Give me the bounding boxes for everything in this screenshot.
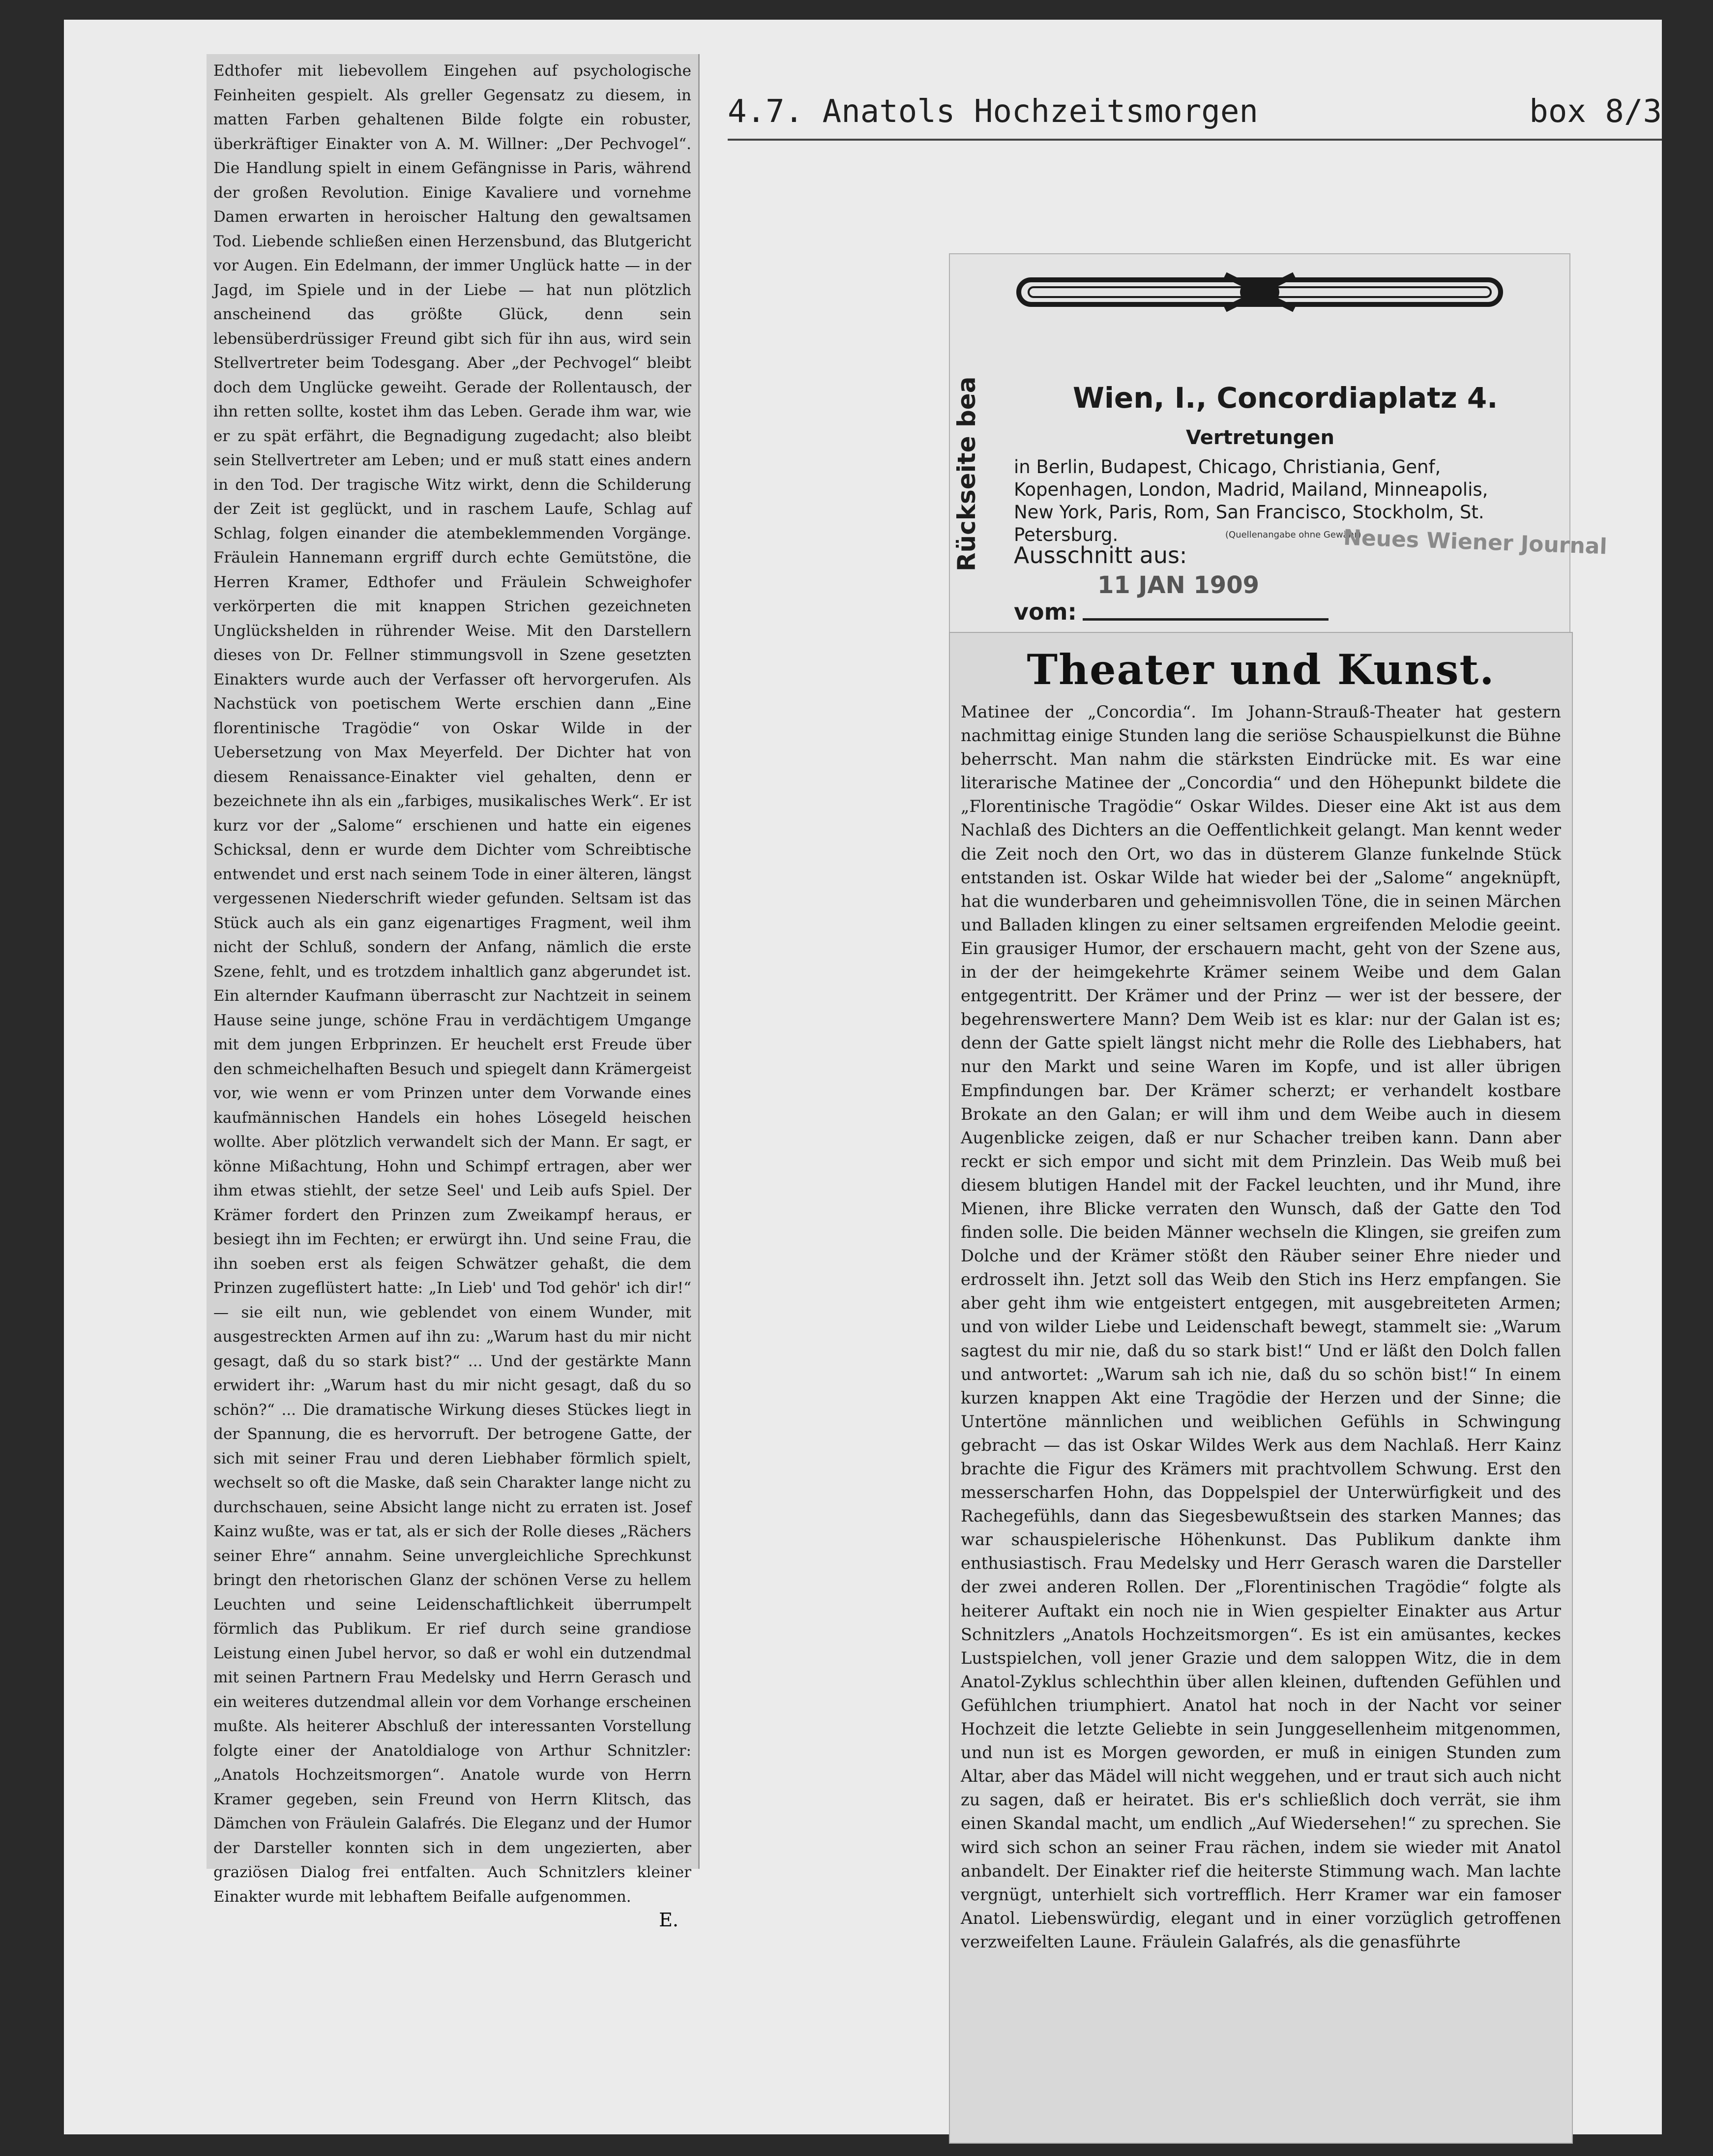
ornament-border-icon [1014, 265, 1506, 319]
right-newspaper-clipping [949, 632, 1573, 2144]
rueckseite-label: Rückseite bea [952, 376, 981, 571]
clipping-service-masthead [949, 253, 1608, 639]
masthead-address: Wien, I., Concordiaplatz 4. [1073, 381, 1498, 415]
vom-label: vom: [1014, 599, 1077, 625]
left-clipping-signoff: E. [659, 1909, 679, 1931]
date-stamp: 11 JAN 1909 [1097, 571, 1259, 599]
source-note: (Quellenangabe ohne Gewähr) [1225, 530, 1361, 540]
left-newspaper-clipping [207, 54, 700, 1931]
box-number: box 8/3 [1529, 93, 1662, 130]
vertretungen-heading: Vertretungen [1186, 426, 1334, 449]
archive-label: 4.7. Anatols Hochzeitsmorgen [728, 93, 1258, 130]
archive-sheet [64, 20, 1662, 2134]
right-clipping-text: Matinee der „Concordia“. Im Johann-Strauß-Theater hat gestern nachmittag einige Stunden lang die seriöse Schauspielkunst die Bühne beherrscht. Man nahm die stärksten Eindrücke mit. Es war eine literarische Matinee der „Concordia“ und den Höhepunkt bildete die „Florentinische Tragödie“ Oskar Wildes. Dieser eine Akt ist aus dem Nachlaß des Dichters an die Oeffentlichkeit gelangt. Man kennt weder die Zeit noch den Ort, wo das in düsterem Glanze funkelnde Stück entstanden ist. Oskar Wilde hat wieder bei der „Salome“ angeknüpft, hat die wunderbaren und geheimnisvollen Töne, die in seinen Märchen und Balladen klingen zu einer seltsamen ergreifenden Melodie geeint. Ein grausiger Humor, der erschauern macht, geht von der Szene aus, in der der heimgekehrte Krämer seinem Weibe und dem Galan entgegentritt. Der Krämer und der Prinz — wer ist der bessere, der begehrenswertere Mann? Dem Weib ist es klar: nur der Galan ist es; denn der Gatte spielt längst nicht mehr die Rolle des Liebhabers, hat nur den Markt und seine Waren im Kopfe, und ist aller übrigen Empfindungen bar. Der Krämer scherzt; er verhandelt kostbare Brokate an den Galan; er will ihm und dem Weibe auch in diesem Augenblicke zeigen, daß er nur Schacher treiben kann. Dann aber reckt er sich empor und sicht mit dem Prinzlein. Das Weib muß bei diesem blutigen Handel mit der Fackel leuchten, und ihr Mund, ihre Mienen, ihre Blicke verraten den Wunsch, daß der Gatte den Tod finden solle. Die beiden Männer wechseln die Klingen, sie greifen zum Dolche und der Krämer stößt den Räuber seiner Ehre nieder und erdrosselt ihn. Jetzt soll das Weib den Stich ins Herz empfangen. Sie aber geht ihm wie entgeistert entgegen, mit ausgebreiteten Armen; und von wilder Liebe und Leidenschaft bewegt, stammelt sie: „Warum sagtest du mir nie, daß du so stark bist!“ Und er läßt den Dolch fallen und antwortet: „Warum sah ich nie, daß du so schön bist!“ In einem kurzen knappen Akt eine Tragödie der Herzen und der Sinne; die Untertöne männlichen und weiblichen Gefühls in Schwingung gebracht — das ist Oskar Wildes Werk aus dem Nachlaß. Herr Kainz brachte die Figur des Krämers mit prachtvollem Schwung. Erst den messerscharfen Hohn, das Doppelspiel der Unterwürfigkeit und des Rachegefühls, dann das Siegesbewußtsein des starken Mannes; das war schauspielerische Höhenkunst. Das Publikum dankte ihm enthusiastisch. Frau Medelsky und Herr Gerasch waren die Darsteller der zwei anderen Rollen. Der „Florentinischen Tragödie“ folgte als heiterer Auftakt ein noch nie in Wien gespielter Einakter aus Artur Schnitzlers „Anatols Hochzeitsmorgen“. Es ist ein amüsantes, keckes Lustspielchen, voll jener Grazie und dem saloppen Witz, die in dem Anatol-Zyklus schlechthin über allen kleinen, duftenden Gefühlen und Gefühlchen triumphiert. Anatol hat noch in der Nacht vor seiner Hochzeit die letzte Geliebte in sein Junggesellenheim mitgenommen, und nun ist es Morgen geworden, er muß in einigen Stunden zum Altar, aber das Mädel will nicht weggehen, und er traut sich auch nicht zu sagen, daß er heiratet. Bis er's schließlich doch verrät, sie ihm einen Skandal macht, um endlich „Auf Wiedersehen!“ zu sprechen. Sie wird sich schon an seiner Frau rächen, indem sie wieder mit Anatol anbandelt. Der Einakter rief die heiterste Stimmung wach. Man lachte vergnügt, unterhielt sich vortrefflich. Herr Kramer war ein famoser Anatol. Liebenswürdig, elegant und in einer vorzüglich getroffenen verzweifelten Laune. Fräulein Galafrés, als die genasführte [961, 702, 1561, 1951]
source-stamp: Neues Wiener Journal [1343, 525, 1608, 560]
vom-underline [1083, 618, 1329, 621]
archive-header [728, 93, 1662, 141]
left-clipping-text: Edthofer mit liebevollem Eingehen auf psychologische Feinheiten gespielt. Als greller Gegensatz zu diesem, in matten Farben gehaltenen Bilde folgte ein robuster, überkräftiger Einakter von A. M. Willner: „Der Pechvogel“. Die Handlung spielt in einem Gefängnisse in Paris, während der großen Revolution. Einige Kavaliere und vornehme Damen erwarten in heroischer Haltung den gewaltsamen Tod. Liebende schließen einen Herzensbund, das Blutgericht vor Augen. Ein Edelmann, der immer Unglück hatte — in der Jagd, im Spiele und in der Liebe — hat nun plötzlich anscheinend das größte Glück, denn sein lebensüberdrüssiger Freund gibt sich für ihn aus, wird sein Stellvertreter beim Todesgang. Aber „der Pechvogel“ bleibt doch dem Unglücke geweiht. Gerade der Rollentausch, der ihn retten sollte, kostet ihm das Leben. Gerade ihm war, wie er zu spät erfährt, die Begnadigung zugedacht; also bleibt sein Stellvertreter am Leben; und er muß statt eines andern in den Tod. Der tragische Witz wirkt, denn die Schilderung der Zeit ist geglückt, und in raschem Laufe, Schlag auf Schlag, folgen einander die atembeklemmenden Vorgänge. Fräulein Hannemann ergriff durch echte Gemütstöne, die Herren Kramer, Edthofer und Fräulein Schweighofer verkörperten die mit knappen Strichen gezeichneten Unglückshelden in rührender Weise. Mit den Darstellern dieses von Dr. Fellner stimmungsvoll in Szene gesetzten Einakters wurde auch der Verfasser oft hervorgerufen. Als Nachstück von poetischem Werte erschien dann „Eine florentinische Tragödie“ von Oskar Wilde in der Uebersetzung von Max Meyerfeld. Der Dichter hat von diesem Renaissance-Einakter viel gehalten, denn er bezeichnete ihn als ein „farbiges, musikalisches Werk“. Er ist kurz vor der „Salome“ erschienen und hatte ein eigenes Schicksal, denn er wurde dem Dichter vom Schreibtische entwendet und erst nach seinem Tode in einer älteren, längst vergessenen Niederschrift wieder gefunden. Seltsam ist das Stück auch als ein ganz eigenartiges Fragment, weil ihm nicht der Schluß, sondern der Anfang, nämlich die erste Szene, fehlt, und es trotzdem inhaltlich ganz abgerundet ist. Ein alternder Kaufmann überrascht zur Nachtzeit in seinem Hause seine junge, schöne Frau in verdächtigem Umgange mit dem jungen Erbprinzen. Er heuchelt erst Freude über den schmeichelhaften Besuch und spiegelt dann Krämergeist vor, wie wenn er vom Prinzen unter dem Vorwande eines kaufmännischen Handels ein hohes Lösegeld heischen wollte. Aber plötzlich verwandelt sich der Mann. Er sagt, er könne Mißachtung, Hohn und Schimpf ertragen, aber wer ihm etwas stiehlt, der setze Seel' und Leib aufs Spiel. Der Krämer fordert den Prinzen zum Zweikampf heraus, er besiegt ihn im Fechten; er erwürgt ihn. Und seine Frau, die ihn soeben erst als feigen Schwätzer gehaßt, die dem Prinzen zugeflüstert hatte: „In Lieb' und Tod gehör' ich dir!“ — sie eilt nun, wie geblendet von einem Wunder, mit ausgestreckten Armen auf ihn zu: „Warum hast du mir nicht gesagt, daß du so stark bist?“ ... Und der gestärkte Mann erwidert ihr: „Warum hast du mir nicht gesagt, daß du so schön?“ ... Die dramatische Wirkung dieses Stückes liegt in der Spannung, die es hervorruft. Der betrogene Gatte, der sich mit seiner Frau und deren Liebhaber förmlich spielt, wechselt so oft die Maske, daß sein Charakter lange nicht zu durchschauen, seine Absicht lange nicht zu erraten ist. Josef Kainz wußte, was er tat, als er sich der Rolle dieses „Rächers seiner Ehre“ annahm. Seine unvergleichliche Sprechkunst bringt den rhetorischen Glanz der schönen Verse zu hellem Leuchten und seine Leidenschaftlichkeit überrumpelt förmlich das Publikum. Er rief durch seine grandiose Leistung einen Jubel hervor, so daß er wohl ein dutzendmal mit seinen Partnern Frau Medelsky und Herrn Gerasch und ein weiteres dutzendmal allein vor dem Vorhange erscheinen mußte. Als heiterer Abschluß der interessanten Vorstellung folgte einer der Anatoldialoge von Arthur Schnitzler: „Anatols Hochzeitsmorgen“. Anatole wurde von Herrn Kramer gegeben, sein Freund von Herrn Klitsch, das Dämchen von Fräulein Galafrés. Die Eleganz und der Humor der Darsteller konnten sich in dem ungezierten, aber graziösen Dialog frei entfalten. Auch Schnitzlers kleiner Einakter wurde mit lebhaftem Beifalle aufgenommen. [213, 62, 691, 1906]
section-title: Theater und Kunst. [1027, 645, 1495, 694]
ausschnitt-label: Ausschnitt aus: [1014, 542, 1187, 569]
vertretungen-cities: in Berlin, Budapest, Chicago, Christiania, Genf, Kopenhagen, London, Madrid, Mailand, Minneapolis, New York, Paris, Rom, San Francisco, Stockholm, St. Petersburg. [1014, 456, 1488, 545]
